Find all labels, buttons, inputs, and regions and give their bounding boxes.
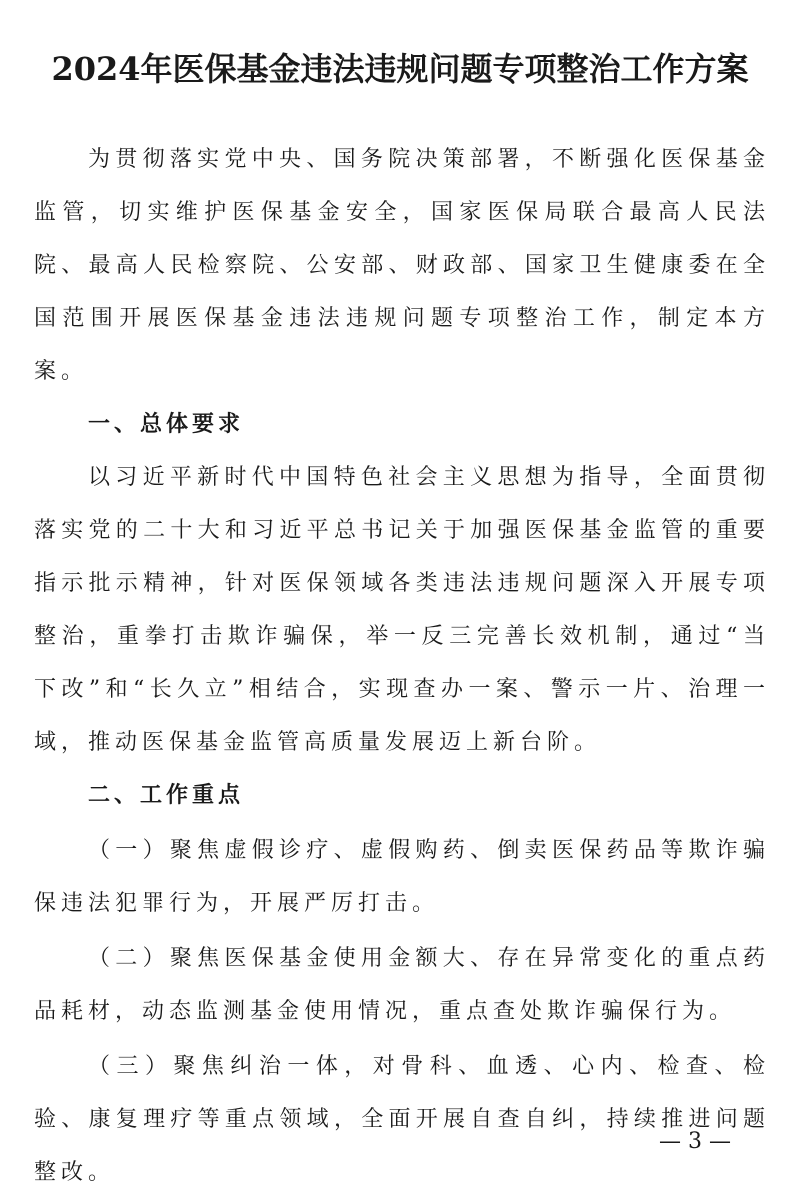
section-heading-work-priorities: 二、工作重点 [88, 783, 245, 808]
general-requirements-paragraph: 以习近平新时代中国特色社会主义思想为指导，全面贯彻落实党的二十大和习近平总书记关于加强医保基金监管的重要指示批示精神，针对医保领域各类违法违规问题深入开展专项整治，重拳打击欺诈骗保，举一反三完善长效机制，通过“当下改”和“长久立”相结合，实现查办一案、警示一片、治理一域，推动医保基金监管高质量发展迈上新台阶。 [34, 465, 770, 755]
section-heading-general-requirements: 一、总体要求 [88, 412, 245, 437]
page-number: — 3 — [659, 1129, 731, 1154]
intro-paragraph: 为贯彻落实党中央、国务院决策部署，不断强化医保基金监管，切实维护医保基金安全，国家医保局联合最高人民法院、最高人民检察院、公安部、财政部、国家卫生健康委在全国范围开展医保基金违法违规问题专项整治工作，制定本方案。 [34, 147, 770, 384]
work-priority-item-3: （三）聚焦纠治一体，对骨科、血透、心内、检查、检验、康复理疗等重点领域，全面开展自查自纠，持续推进问题整改。 [34, 1054, 770, 1185]
document-title: 2024年医保基金违法违规问题专项整治工作方案 [51, 50, 749, 89]
document-body [34, 133, 770, 1199]
work-priority-item-1: （一）聚焦虚假诊疗、虚假购药、倒卖医保药品等欺诈骗保违法犯罪行为，开展严厉打击。 [34, 838, 770, 916]
work-priority-item-2: （二）聚焦医保基金使用金额大、存在异常变化的重点药品耗材，动态监测基金使用情况，重点查处欺诈骗保行为。 [34, 946, 770, 1024]
